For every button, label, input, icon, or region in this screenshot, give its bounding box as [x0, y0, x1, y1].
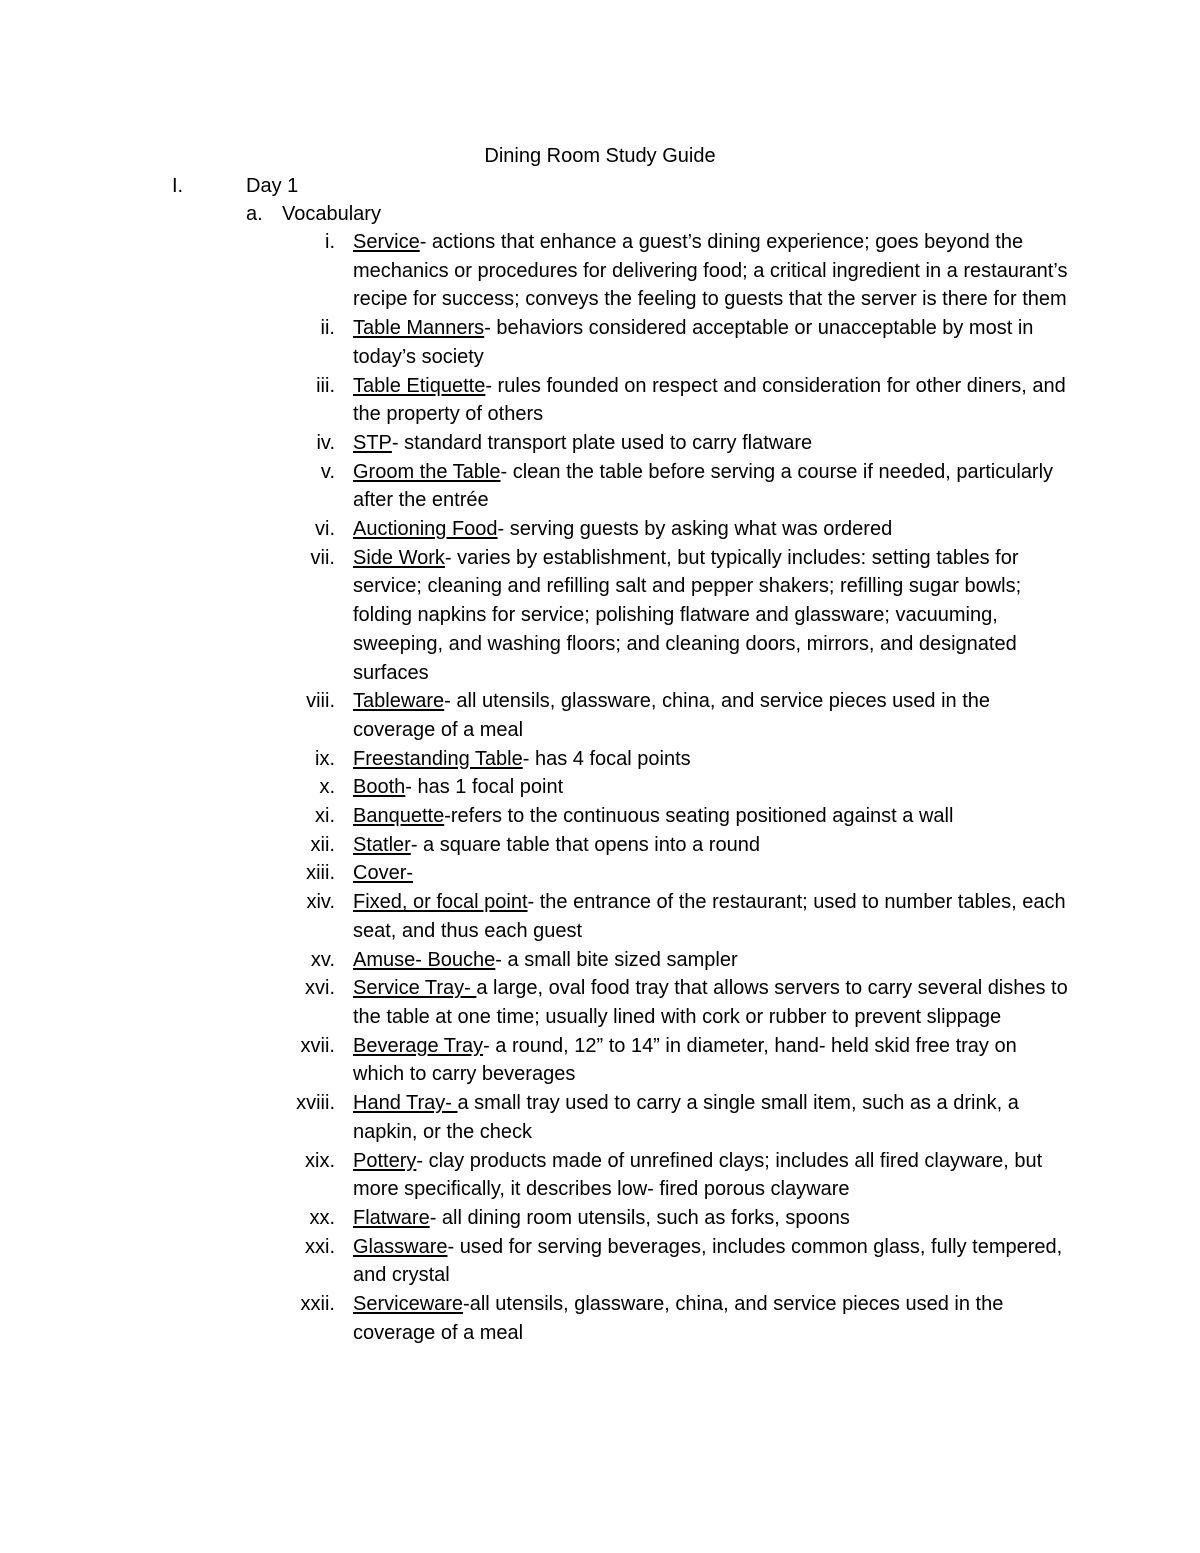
- vocab-item-body: [353, 372, 1070, 429]
- vocab-item-body: [353, 1089, 1070, 1146]
- vocab-item-body: [353, 1204, 1070, 1233]
- vocab-item: [270, 859, 1070, 888]
- vocab-item: [270, 745, 1070, 774]
- section-heading: Day 1: [246, 175, 299, 197]
- vocab-definition: - a round, 12” to 14” in diameter, hand- held skid free tray on which to carry beverages: [353, 1034, 1017, 1086]
- vocab-item: [270, 1089, 1070, 1146]
- vocab-term: Tableware: [353, 690, 445, 713]
- vocab-term: Side Work: [353, 546, 445, 569]
- vocab-item-number: xiv.: [306, 891, 335, 914]
- vocab-item: [270, 1147, 1070, 1204]
- vocab-item: [270, 888, 1070, 945]
- vocab-term: Service Tray-: [353, 977, 477, 1000]
- vocab-item-number: ii.: [320, 317, 335, 340]
- vocab-term: Table Manners: [353, 317, 485, 340]
- vocab-item-number: v.: [320, 460, 335, 483]
- vocab-item: [270, 429, 1070, 458]
- vocab-item-number: xix.: [305, 1149, 335, 1172]
- vocabulary-list: [270, 228, 1070, 1347]
- vocab-term: Glassware: [353, 1235, 448, 1258]
- vocab-item-body: [353, 1032, 1070, 1089]
- vocab-item-number: i.: [325, 231, 335, 253]
- vocab-term: Beverage Tray: [353, 1034, 484, 1057]
- vocab-item-number: x.: [319, 776, 335, 799]
- vocab-term: Statler: [353, 833, 411, 856]
- subsection-heading: Vocabulary: [282, 203, 381, 225]
- vocab-definition: - all utensils, glassware, china, and service pieces used in the coverage of a meal: [353, 690, 991, 741]
- vocab-definition: - behaviors considered acceptable or unacceptable by most in today’s society: [353, 317, 1034, 368]
- vocab-item-number: xx.: [309, 1206, 335, 1229]
- vocab-item-number: vii.: [310, 546, 335, 569]
- vocab-item: [270, 773, 1070, 802]
- vocab-definition: - actions that enhance a guest’s dining experience; goes beyond the mechanics or procedures for delivering food; a critical ingredient in a restaurant’s recipe for success; conveys the feeling to guests that the server is there for them: [353, 231, 1068, 311]
- vocab-item: [270, 372, 1070, 429]
- vocab-term: Table Etiquette: [353, 374, 486, 397]
- vocab-definition: - standard transport plate used to carry flatware: [391, 431, 813, 454]
- vocab-item: [270, 314, 1070, 371]
- vocab-term: Freestanding Table: [353, 747, 523, 770]
- section-number: I.: [172, 175, 184, 197]
- vocab-item-body: [353, 515, 1070, 544]
- vocab-definition: - clay products made of unrefined clays; includes all fired clayware, but more specifically, it describes low- fired porous clayware: [353, 1149, 1043, 1201]
- vocab-term: Fixed, or focal point: [353, 891, 528, 914]
- vocab-item: [270, 458, 1070, 515]
- vocab-definition: - has 4 focal points: [522, 747, 691, 770]
- vocab-item-number: xi.: [315, 805, 335, 828]
- vocab-definition: - a square table that opens into a round: [410, 833, 760, 856]
- vocab-item-number: iii.: [316, 374, 335, 397]
- vocab-item: [270, 1290, 1070, 1347]
- vocab-term: Hand Tray-: [353, 1092, 458, 1115]
- vocab-definition: - a small bite sized sampler: [495, 948, 738, 971]
- vocab-term: Amuse- Bouche: [353, 948, 496, 971]
- vocab-item: [270, 946, 1070, 975]
- vocab-item-body: [353, 458, 1070, 515]
- vocab-item: [270, 515, 1070, 544]
- vocab-item-body: [353, 429, 1070, 458]
- vocab-item-body: [353, 974, 1070, 1031]
- vocab-definition: - clean the table before serving a course if needed, particularly after the entrée: [353, 460, 1054, 512]
- vocab-definition: -all utensils, glassware, china, and service pieces used in the coverage of a meal: [353, 1293, 1004, 1344]
- vocab-item: [270, 1204, 1070, 1233]
- vocab-term: STP: [353, 431, 392, 454]
- vocab-item-number: xvi.: [305, 977, 335, 1000]
- vocab-item: [270, 1233, 1070, 1290]
- vocab-item-body: [353, 888, 1070, 945]
- vocab-term: Banquette: [353, 805, 445, 828]
- vocab-definition: - serving guests by asking what was ordered: [497, 518, 893, 541]
- vocab-definition: - varies by establishment, but typically includes: setting tables for service; cleaning and refilling salt and pepper shakers; refilling sugar bowls; folding napkins for service; polishing flatware and glassware; vacuuming, sweeping, and washing floors; and cleaning doors, mirrors, and designated surfaces: [353, 546, 1022, 684]
- vocab-item-body: [353, 773, 1070, 802]
- vocab-item-body: [353, 946, 1070, 975]
- vocab-definition: - has 1 focal point: [405, 776, 564, 799]
- vocab-item-number: xvii.: [300, 1034, 335, 1057]
- vocab-definition: a small tray used to carry a single small item, such as a drink, a napkin, or the check: [353, 1092, 1019, 1143]
- vocab-item: [270, 544, 1070, 688]
- vocab-item: [270, 687, 1070, 744]
- vocab-item-body: [353, 831, 1070, 860]
- vocab-definition: - the entrance of the restaurant; used to number tables, each seat, and thus each guest: [353, 891, 1066, 942]
- vocab-item-body: [353, 1290, 1070, 1347]
- vocab-definition: a large, oval food tray that allows servers to carry several dishes to the table at one time; usually lined with cork or rubber to prevent slippage: [353, 977, 1068, 1028]
- vocab-term: Service: [353, 231, 420, 253]
- vocab-term: Cover-: [353, 862, 414, 885]
- vocab-item-number: vi.: [315, 518, 335, 541]
- vocab-definition: - all dining room utensils, such as forks, spoons: [429, 1206, 850, 1229]
- vocab-item: [270, 802, 1070, 831]
- vocab-term: Booth: [353, 776, 406, 799]
- vocab-item-number: viii.: [306, 690, 335, 713]
- vocab-item-number: xv.: [310, 948, 335, 971]
- vocab-item-number: iv.: [316, 431, 335, 454]
- vocab-item: [270, 974, 1070, 1031]
- vocab-term: Auctioning Food: [353, 518, 498, 541]
- vocab-definition: - used for serving beverages, includes common glass, fully tempered, and crystal: [353, 1235, 1063, 1287]
- vocab-item: [270, 831, 1070, 860]
- vocab-item-number: xxi.: [305, 1235, 335, 1258]
- vocab-item: [270, 228, 1070, 314]
- vocab-item-body: [353, 745, 1070, 774]
- vocab-item-body: [353, 802, 1070, 831]
- vocab-term: Flatware: [353, 1206, 430, 1229]
- vocab-item-number: xiii.: [306, 862, 335, 885]
- subsection-number: a.: [246, 203, 263, 225]
- vocab-item-body: [353, 1233, 1070, 1290]
- vocab-item-number: xxii.: [300, 1293, 335, 1316]
- vocab-item: [270, 1032, 1070, 1089]
- vocab-item-body: [353, 1147, 1070, 1204]
- vocab-definition: -refers to the continuous seating positioned against a wall: [444, 805, 954, 828]
- vocab-item-number: xviii.: [296, 1092, 335, 1115]
- vocab-item-body: [353, 314, 1070, 371]
- page-title: Dining Room Study Guide: [484, 145, 716, 167]
- vocab-item-body: [353, 687, 1070, 744]
- vocab-item-number: xii.: [310, 833, 335, 856]
- vocab-term: Pottery: [353, 1149, 417, 1172]
- vocab-item-body: [353, 544, 1070, 688]
- vocab-term: Groom the Table: [353, 460, 501, 483]
- vocab-item-number: ix.: [315, 747, 335, 770]
- vocab-term: Serviceware: [353, 1293, 464, 1316]
- vocab-definition: - rules founded on respect and consideration for other diners, and the property of others: [353, 374, 1066, 426]
- vocab-item-body: [353, 228, 1070, 314]
- vocab-item-body: [353, 859, 1070, 888]
